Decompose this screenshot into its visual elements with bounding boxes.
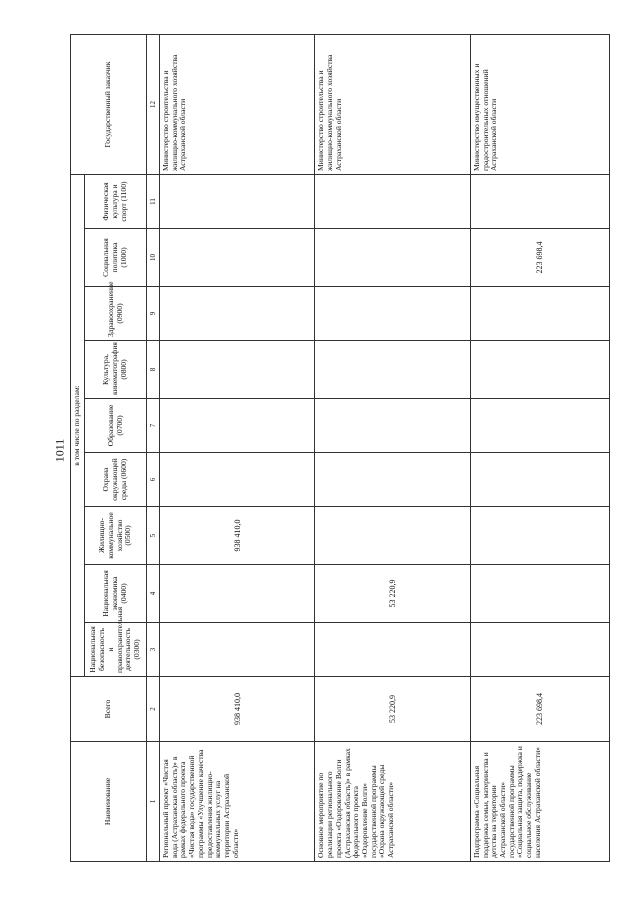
column-number: 3 xyxy=(147,623,160,677)
row-name: Подпрограмма «Социальная поддержка семьи, материнства и детства на территории Астраханской области» государственной программы «Социальная защита, поддержка и социальное обслуживание населения Астраханской области» xyxy=(470,742,609,862)
column-number: 10 xyxy=(147,229,160,287)
column-number: 6 xyxy=(147,453,160,507)
header-name: Наименование xyxy=(71,742,147,862)
row-value: 938 410,0 xyxy=(160,507,315,565)
row-value xyxy=(160,229,315,287)
row-value xyxy=(160,623,315,677)
header-group: в том числе по разделам: xyxy=(71,175,85,677)
row-value xyxy=(315,507,470,565)
row-value: 223 698,4 xyxy=(470,229,609,287)
row-value xyxy=(470,507,609,565)
row-value xyxy=(160,565,315,623)
header-section: Национальная безопасность и правоохранительная деятельность (0300) xyxy=(85,623,147,677)
row-customer: Министерство имущественных и градостроительных отношений Астраханской области xyxy=(470,35,609,175)
row-value xyxy=(315,453,470,507)
table-row xyxy=(315,35,470,862)
header-section: Охрана окружающей среды (0600) xyxy=(85,453,147,507)
column-number: 11 xyxy=(147,175,160,229)
table-row xyxy=(470,35,609,862)
header-section: Жилищно-коммунальное хозяйство (0500) xyxy=(85,507,147,565)
column-number: 4 xyxy=(147,565,160,623)
row-value xyxy=(160,399,315,453)
row-customer: Министерство строительства и жилищно-коммунального хозяйства Астраханской области xyxy=(160,35,315,175)
column-number: 5 xyxy=(147,507,160,565)
header-section: Здравоохранение (0900) xyxy=(85,287,147,341)
row-name: Региональный проект «Чистая вода (Астраханская область)» в рамках федерального проекта «Чистая вода» государственной программы «Улучшение качества предоставления жилищно-коммунальных услуг на территории Астраханской области» xyxy=(160,742,315,862)
row-value xyxy=(160,175,315,229)
header-section: Национальная экономика (0400) xyxy=(85,565,147,623)
column-number: 9 xyxy=(147,287,160,341)
row-total: 223 698,4 xyxy=(470,677,609,742)
row-value xyxy=(315,341,470,399)
row-value xyxy=(160,287,315,341)
table-frame xyxy=(70,34,610,862)
row-value xyxy=(470,399,609,453)
row-name: Основное мероприятие по реализации регионального проекта «Оздоровление Волги (Астраханская область)» в рамках федерального проекта «Оздоровление Волги» государственной программы «Охрана окружающей среды Астраханской области» xyxy=(315,742,470,862)
column-number: 7 xyxy=(147,399,160,453)
header-section: Социальная политика (1000) xyxy=(85,229,147,287)
row-value xyxy=(315,229,470,287)
row-value: 53 220,9 xyxy=(315,565,470,623)
page-number: 1011 xyxy=(52,438,67,463)
budget-table xyxy=(70,34,610,862)
column-number: 1 xyxy=(147,742,160,862)
row-value xyxy=(470,565,609,623)
table-row xyxy=(160,35,315,862)
header-customer: Государственный заказчик xyxy=(71,35,147,175)
row-value xyxy=(470,287,609,341)
header-section: Образование (0700) xyxy=(85,399,147,453)
column-number: 8 xyxy=(147,341,160,399)
row-value xyxy=(315,287,470,341)
row-value xyxy=(315,623,470,677)
row-value xyxy=(470,623,609,677)
row-value xyxy=(470,175,609,229)
row-value xyxy=(160,453,315,507)
row-total: 53 220,9 xyxy=(315,677,470,742)
column-number: 12 xyxy=(147,35,160,175)
row-value xyxy=(315,399,470,453)
row-value xyxy=(160,341,315,399)
row-total: 938 410,0 xyxy=(160,677,315,742)
header-total: Всего xyxy=(71,677,147,742)
column-number: 2 xyxy=(147,677,160,742)
rotated-table-container xyxy=(70,34,610,862)
header-section: Физическая культура и спорт (1100) xyxy=(85,175,147,229)
row-value xyxy=(470,341,609,399)
header-section: Культура, кинематография (0800) xyxy=(85,341,147,399)
row-value xyxy=(470,453,609,507)
row-customer: Министерство строительства и жилищно-коммунального хозяйства Астраханской области xyxy=(315,35,470,175)
row-value xyxy=(315,175,470,229)
